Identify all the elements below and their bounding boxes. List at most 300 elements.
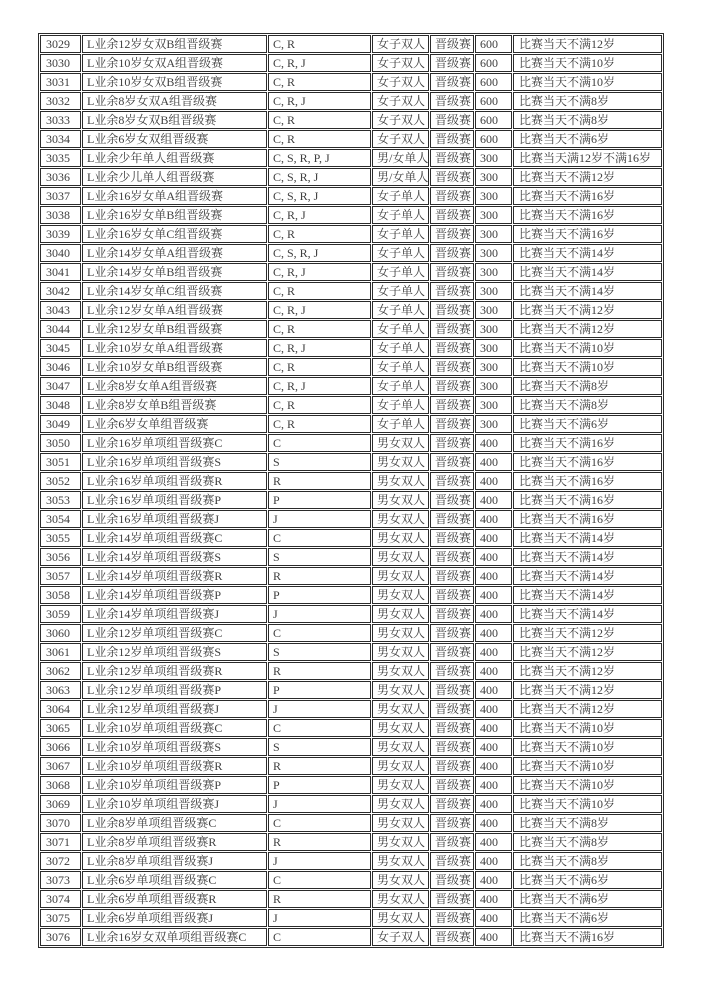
cell-category: 女子双人	[372, 35, 429, 53]
cell-name: L业余16岁单项组晋级赛S	[82, 453, 267, 471]
cell-dances: P	[268, 586, 371, 604]
cell-id: 3067	[40, 757, 81, 775]
table-row	[40, 54, 662, 72]
cell-dances: R	[268, 890, 371, 908]
cell-category: 男女双人	[372, 586, 429, 604]
cell-category: 女子单人	[372, 301, 429, 319]
cell-fee: 400	[475, 434, 512, 452]
cell-stage: 晋级赛	[430, 339, 474, 357]
table-row	[40, 491, 662, 509]
cell-age_rule: 比赛当天不满12岁	[513, 681, 662, 699]
events-table-body	[40, 35, 662, 946]
cell-category: 男女双人	[372, 662, 429, 680]
table-row	[40, 225, 662, 243]
cell-category: 男女双人	[372, 643, 429, 661]
table-row	[40, 909, 662, 927]
cell-category: 女子单人	[372, 206, 429, 224]
cell-name: L业余16岁女单B组晋级赛	[82, 206, 267, 224]
cell-stage: 晋级赛	[430, 510, 474, 528]
cell-id: 3042	[40, 282, 81, 300]
table-row	[40, 833, 662, 851]
cell-age_rule: 比赛当天不满14岁	[513, 548, 662, 566]
cell-fee: 400	[475, 643, 512, 661]
cell-dances: C, R	[268, 320, 371, 338]
cell-dances: C, S, R, J	[268, 244, 371, 262]
cell-dances: J	[268, 700, 371, 718]
cell-category: 男/女单人	[372, 149, 429, 167]
cell-age_rule: 比赛当天不满12岁	[513, 662, 662, 680]
cell-fee: 600	[475, 130, 512, 148]
cell-dances: C, R, J	[268, 92, 371, 110]
cell-id: 3044	[40, 320, 81, 338]
cell-name: L业余16岁女单A组晋级赛	[82, 187, 267, 205]
cell-name: L业余10岁单项组晋级赛J	[82, 795, 267, 813]
cell-id: 3066	[40, 738, 81, 756]
table-row	[40, 871, 662, 889]
table-row	[40, 35, 662, 53]
cell-category: 女子单人	[372, 415, 429, 433]
cell-name: L业余10岁单项组晋级赛C	[82, 719, 267, 737]
cell-stage: 晋级赛	[430, 852, 474, 870]
cell-dances: C, S, R, J	[268, 187, 371, 205]
table-row	[40, 415, 662, 433]
cell-id: 3047	[40, 377, 81, 395]
cell-category: 男女双人	[372, 700, 429, 718]
cell-stage: 晋级赛	[430, 92, 474, 110]
table-row	[40, 928, 662, 946]
cell-name: L业余16岁女单C组晋级赛	[82, 225, 267, 243]
cell-id: 3070	[40, 814, 81, 832]
cell-fee: 300	[475, 206, 512, 224]
cell-fee: 300	[475, 263, 512, 281]
table-row	[40, 472, 662, 490]
cell-age_rule: 比赛当天不满16岁	[513, 491, 662, 509]
cell-category: 男/女单人	[372, 168, 429, 186]
cell-age_rule: 比赛当天不满12岁	[513, 643, 662, 661]
cell-dances: C, R, J	[268, 339, 371, 357]
cell-id: 3031	[40, 73, 81, 91]
cell-fee: 600	[475, 35, 512, 53]
cell-age_rule: 比赛当天不满6岁	[513, 130, 662, 148]
cell-fee: 400	[475, 795, 512, 813]
cell-id: 3049	[40, 415, 81, 433]
cell-dances: S	[268, 548, 371, 566]
cell-fee: 400	[475, 833, 512, 851]
cell-id: 3068	[40, 776, 81, 794]
cell-fee: 300	[475, 187, 512, 205]
cell-id: 3063	[40, 681, 81, 699]
events-table	[38, 33, 664, 948]
table-row	[40, 510, 662, 528]
cell-stage: 晋级赛	[430, 130, 474, 148]
cell-name: L业余6岁单项组晋级赛C	[82, 871, 267, 889]
cell-name: L业余16岁单项组晋级赛C	[82, 434, 267, 452]
table-row	[40, 681, 662, 699]
cell-age_rule: 比赛当天不满6岁	[513, 415, 662, 433]
cell-age_rule: 比赛当天不满16岁	[513, 928, 662, 946]
cell-id: 3074	[40, 890, 81, 908]
cell-name: L业余16岁女双单项组晋级赛C	[82, 928, 267, 946]
cell-dances: C, R	[268, 111, 371, 129]
cell-fee: 300	[475, 320, 512, 338]
cell-fee: 400	[475, 738, 512, 756]
cell-id: 3060	[40, 624, 81, 642]
cell-stage: 晋级赛	[430, 833, 474, 851]
cell-stage: 晋级赛	[430, 472, 474, 490]
cell-stage: 晋级赛	[430, 567, 474, 585]
cell-age_rule: 比赛当天不满12岁	[513, 320, 662, 338]
cell-fee: 400	[475, 510, 512, 528]
cell-age_rule: 比赛当天不满12岁	[513, 168, 662, 186]
table-row	[40, 73, 662, 91]
cell-id: 3032	[40, 92, 81, 110]
cell-dances: C, R, J	[268, 206, 371, 224]
table-row	[40, 111, 662, 129]
cell-age_rule: 比赛当天不满10岁	[513, 719, 662, 737]
cell-stage: 晋级赛	[430, 282, 474, 300]
cell-age_rule: 比赛当天不满16岁	[513, 434, 662, 452]
cell-fee: 400	[475, 472, 512, 490]
cell-fee: 300	[475, 339, 512, 357]
cell-age_rule: 比赛当天不满12岁	[513, 301, 662, 319]
cell-stage: 晋级赛	[430, 909, 474, 927]
cell-name: L业余10岁单项组晋级赛R	[82, 757, 267, 775]
cell-stage: 晋级赛	[430, 871, 474, 889]
cell-dances: C, R	[268, 73, 371, 91]
cell-name: L业余14岁单项组晋级赛R	[82, 567, 267, 585]
cell-age_rule: 比赛当天不满8岁	[513, 111, 662, 129]
cell-category: 男女双人	[372, 890, 429, 908]
cell-id: 3050	[40, 434, 81, 452]
cell-fee: 300	[475, 377, 512, 395]
cell-name: L业余10岁女单B组晋级赛	[82, 358, 267, 376]
cell-dances: P	[268, 491, 371, 509]
cell-name: L业余8岁单项组晋级赛C	[82, 814, 267, 832]
cell-fee: 400	[475, 453, 512, 471]
cell-stage: 晋级赛	[430, 757, 474, 775]
cell-age_rule: 比赛当天不满14岁	[513, 263, 662, 281]
cell-fee: 400	[475, 491, 512, 509]
cell-stage: 晋级赛	[430, 244, 474, 262]
cell-id: 3040	[40, 244, 81, 262]
table-row	[40, 662, 662, 680]
cell-fee: 300	[475, 149, 512, 167]
cell-name: L业余6岁单项组晋级赛J	[82, 909, 267, 927]
cell-dances: C, R	[268, 415, 371, 433]
cell-id: 3054	[40, 510, 81, 528]
cell-id: 3034	[40, 130, 81, 148]
table-row	[40, 187, 662, 205]
table-row	[40, 586, 662, 604]
cell-dances: C, R	[268, 225, 371, 243]
cell-name: L业余12岁单项组晋级赛R	[82, 662, 267, 680]
cell-stage: 晋级赛	[430, 776, 474, 794]
cell-name: L业余14岁单项组晋级赛J	[82, 605, 267, 623]
cell-stage: 晋级赛	[430, 738, 474, 756]
cell-id: 3056	[40, 548, 81, 566]
cell-dances: C	[268, 814, 371, 832]
cell-age_rule: 比赛当天不满8岁	[513, 833, 662, 851]
cell-fee: 600	[475, 54, 512, 72]
cell-name: L业余8岁单项组晋级赛R	[82, 833, 267, 851]
cell-category: 女子双人	[372, 54, 429, 72]
cell-category: 男女双人	[372, 434, 429, 452]
cell-name: L业余12岁单项组晋级赛J	[82, 700, 267, 718]
cell-stage: 晋级赛	[430, 73, 474, 91]
cell-age_rule: 比赛当天不满12岁	[513, 624, 662, 642]
cell-category: 女子单人	[372, 244, 429, 262]
cell-name: L业余12岁女单A组晋级赛	[82, 301, 267, 319]
cell-category: 男女双人	[372, 491, 429, 509]
cell-fee: 400	[475, 548, 512, 566]
cell-age_rule: 比赛当天不满8岁	[513, 852, 662, 870]
cell-fee: 400	[475, 586, 512, 604]
cell-category: 男女双人	[372, 548, 429, 566]
cell-fee: 400	[475, 852, 512, 870]
cell-fee: 400	[475, 605, 512, 623]
cell-category: 男女双人	[372, 833, 429, 851]
cell-dances: C	[268, 928, 371, 946]
cell-name: L业余10岁女双B组晋级赛	[82, 73, 267, 91]
cell-age_rule: 比赛当天不满10岁	[513, 776, 662, 794]
table-row	[40, 434, 662, 452]
cell-stage: 晋级赛	[430, 187, 474, 205]
cell-fee: 300	[475, 282, 512, 300]
cell-fee: 400	[475, 776, 512, 794]
cell-category: 女子单人	[372, 339, 429, 357]
cell-category: 女子双人	[372, 92, 429, 110]
cell-category: 女子单人	[372, 377, 429, 395]
cell-stage: 晋级赛	[430, 301, 474, 319]
cell-stage: 晋级赛	[430, 586, 474, 604]
cell-category: 男女双人	[372, 795, 429, 813]
cell-category: 女子单人	[372, 187, 429, 205]
cell-category: 男女双人	[372, 472, 429, 490]
cell-fee: 400	[475, 567, 512, 585]
cell-age_rule: 比赛当天不满10岁	[513, 738, 662, 756]
table-row	[40, 700, 662, 718]
table-row	[40, 244, 662, 262]
cell-age_rule: 比赛当天不满6岁	[513, 909, 662, 927]
cell-id: 3052	[40, 472, 81, 490]
cell-age_rule: 比赛当天不满10岁	[513, 358, 662, 376]
table-row	[40, 624, 662, 642]
cell-fee: 400	[475, 909, 512, 927]
table-row	[40, 263, 662, 281]
cell-category: 男女双人	[372, 909, 429, 927]
table-row	[40, 206, 662, 224]
cell-category: 女子单人	[372, 396, 429, 414]
cell-stage: 晋级赛	[430, 662, 474, 680]
cell-id: 3053	[40, 491, 81, 509]
cell-fee: 600	[475, 73, 512, 91]
cell-id: 3062	[40, 662, 81, 680]
cell-name: L业余16岁单项组晋级赛R	[82, 472, 267, 490]
cell-name: L业余8岁女单B组晋级赛	[82, 396, 267, 414]
cell-name: L业余6岁单项组晋级赛R	[82, 890, 267, 908]
cell-fee: 600	[475, 111, 512, 129]
table-row	[40, 453, 662, 471]
cell-category: 女子单人	[372, 320, 429, 338]
cell-stage: 晋级赛	[430, 795, 474, 813]
cell-dances: C	[268, 871, 371, 889]
cell-id: 3029	[40, 35, 81, 53]
cell-id: 3035	[40, 149, 81, 167]
cell-id: 3069	[40, 795, 81, 813]
cell-name: L业余8岁女双A组晋级赛	[82, 92, 267, 110]
cell-fee: 300	[475, 301, 512, 319]
cell-name: L业余16岁单项组晋级赛P	[82, 491, 267, 509]
cell-name: L业余12岁单项组晋级赛S	[82, 643, 267, 661]
cell-stage: 晋级赛	[430, 890, 474, 908]
cell-name: L业余14岁女单A组晋级赛	[82, 244, 267, 262]
cell-id: 3075	[40, 909, 81, 927]
cell-dances: C, R	[268, 130, 371, 148]
cell-category: 女子双人	[372, 111, 429, 129]
cell-stage: 晋级赛	[430, 719, 474, 737]
cell-dances: J	[268, 795, 371, 813]
cell-dances: J	[268, 909, 371, 927]
cell-age_rule: 比赛当天不满14岁	[513, 529, 662, 547]
cell-id: 3061	[40, 643, 81, 661]
cell-dances: R	[268, 833, 371, 851]
cell-age_rule: 比赛当天不满14岁	[513, 605, 662, 623]
cell-age_rule: 比赛当天不满14岁	[513, 567, 662, 585]
cell-age_rule: 比赛当天不满10岁	[513, 54, 662, 72]
cell-category: 男女双人	[372, 757, 429, 775]
cell-age_rule: 比赛当天不满16岁	[513, 472, 662, 490]
table-row	[40, 757, 662, 775]
cell-dances: P	[268, 776, 371, 794]
cell-name: L业余8岁女单A组晋级赛	[82, 377, 267, 395]
table-row	[40, 396, 662, 414]
cell-dances: C	[268, 624, 371, 642]
cell-dances: C	[268, 434, 371, 452]
cell-fee: 400	[475, 757, 512, 775]
cell-id: 3055	[40, 529, 81, 547]
cell-category: 女子双人	[372, 130, 429, 148]
cell-name: L业余6岁女双组晋级赛	[82, 130, 267, 148]
cell-age_rule: 比赛当天不满16岁	[513, 453, 662, 471]
cell-name: L业余8岁女双B组晋级赛	[82, 111, 267, 129]
cell-category: 男女双人	[372, 453, 429, 471]
cell-category: 男女双人	[372, 738, 429, 756]
cell-id: 3045	[40, 339, 81, 357]
cell-category: 女子双人	[372, 928, 429, 946]
cell-category: 男女双人	[372, 529, 429, 547]
table-row	[40, 130, 662, 148]
table-row	[40, 92, 662, 110]
cell-stage: 晋级赛	[430, 206, 474, 224]
cell-fee: 300	[475, 225, 512, 243]
cell-category: 男女双人	[372, 719, 429, 737]
cell-category: 男女双人	[372, 605, 429, 623]
cell-category: 男女双人	[372, 814, 429, 832]
cell-dances: C, R	[268, 358, 371, 376]
cell-age_rule: 比赛当天不满8岁	[513, 396, 662, 414]
cell-dances: R	[268, 472, 371, 490]
table-row	[40, 168, 662, 186]
cell-name: L业余14岁女单C组晋级赛	[82, 282, 267, 300]
cell-fee: 300	[475, 168, 512, 186]
cell-dances: S	[268, 453, 371, 471]
cell-stage: 晋级赛	[430, 396, 474, 414]
cell-age_rule: 比赛当天不满12岁	[513, 700, 662, 718]
cell-stage: 晋级赛	[430, 377, 474, 395]
cell-dances: C, S, R, J	[268, 168, 371, 186]
cell-dances: R	[268, 757, 371, 775]
cell-category: 女子单人	[372, 225, 429, 243]
cell-dances: C, R	[268, 282, 371, 300]
cell-age_rule: 比赛当天不满8岁	[513, 814, 662, 832]
table-row	[40, 149, 662, 167]
cell-category: 女子双人	[372, 73, 429, 91]
cell-id: 3041	[40, 263, 81, 281]
cell-age_rule: 比赛当天不满6岁	[513, 890, 662, 908]
cell-name: L业余少儿单人组晋级赛	[82, 168, 267, 186]
cell-stage: 晋级赛	[430, 491, 474, 509]
cell-stage: 晋级赛	[430, 453, 474, 471]
cell-fee: 400	[475, 871, 512, 889]
table-row	[40, 643, 662, 661]
cell-dances: S	[268, 738, 371, 756]
cell-name: L业余14岁单项组晋级赛S	[82, 548, 267, 566]
cell-fee: 400	[475, 662, 512, 680]
cell-fee: 400	[475, 928, 512, 946]
cell-name: L业余10岁女单A组晋级赛	[82, 339, 267, 357]
cell-category: 男女双人	[372, 624, 429, 642]
cell-age_rule: 比赛当天不满16岁	[513, 225, 662, 243]
cell-fee: 300	[475, 358, 512, 376]
table-row	[40, 776, 662, 794]
table-row	[40, 852, 662, 870]
cell-id: 3076	[40, 928, 81, 946]
cell-name: L业余12岁女双B组晋级赛	[82, 35, 267, 53]
cell-fee: 400	[475, 890, 512, 908]
cell-age_rule: 比赛当天不满10岁	[513, 757, 662, 775]
cell-dances: C, S, R, P, J	[268, 149, 371, 167]
cell-name: L业余少年单人组晋级赛	[82, 149, 267, 167]
cell-id: 3073	[40, 871, 81, 889]
cell-age_rule: 比赛当天不满8岁	[513, 377, 662, 395]
cell-stage: 晋级赛	[430, 168, 474, 186]
cell-id: 3065	[40, 719, 81, 737]
table-row	[40, 719, 662, 737]
cell-fee: 400	[475, 719, 512, 737]
cell-fee: 400	[475, 529, 512, 547]
cell-id: 3071	[40, 833, 81, 851]
cell-stage: 晋级赛	[430, 681, 474, 699]
cell-stage: 晋级赛	[430, 111, 474, 129]
table-row	[40, 567, 662, 585]
cell-fee: 400	[475, 681, 512, 699]
table-row	[40, 377, 662, 395]
cell-name: L业余16岁单项组晋级赛J	[82, 510, 267, 528]
cell-name: L业余6岁女单组晋级赛	[82, 415, 267, 433]
cell-stage: 晋级赛	[430, 529, 474, 547]
cell-dances: C, R, J	[268, 263, 371, 281]
cell-stage: 晋级赛	[430, 263, 474, 281]
cell-name: L业余14岁女单B组晋级赛	[82, 263, 267, 281]
cell-id: 3038	[40, 206, 81, 224]
cell-fee: 300	[475, 396, 512, 414]
cell-age_rule: 比赛当天不满14岁	[513, 282, 662, 300]
cell-category: 男女双人	[372, 681, 429, 699]
cell-stage: 晋级赛	[430, 605, 474, 623]
table-row	[40, 320, 662, 338]
cell-stage: 晋级赛	[430, 814, 474, 832]
cell-stage: 晋级赛	[430, 928, 474, 946]
